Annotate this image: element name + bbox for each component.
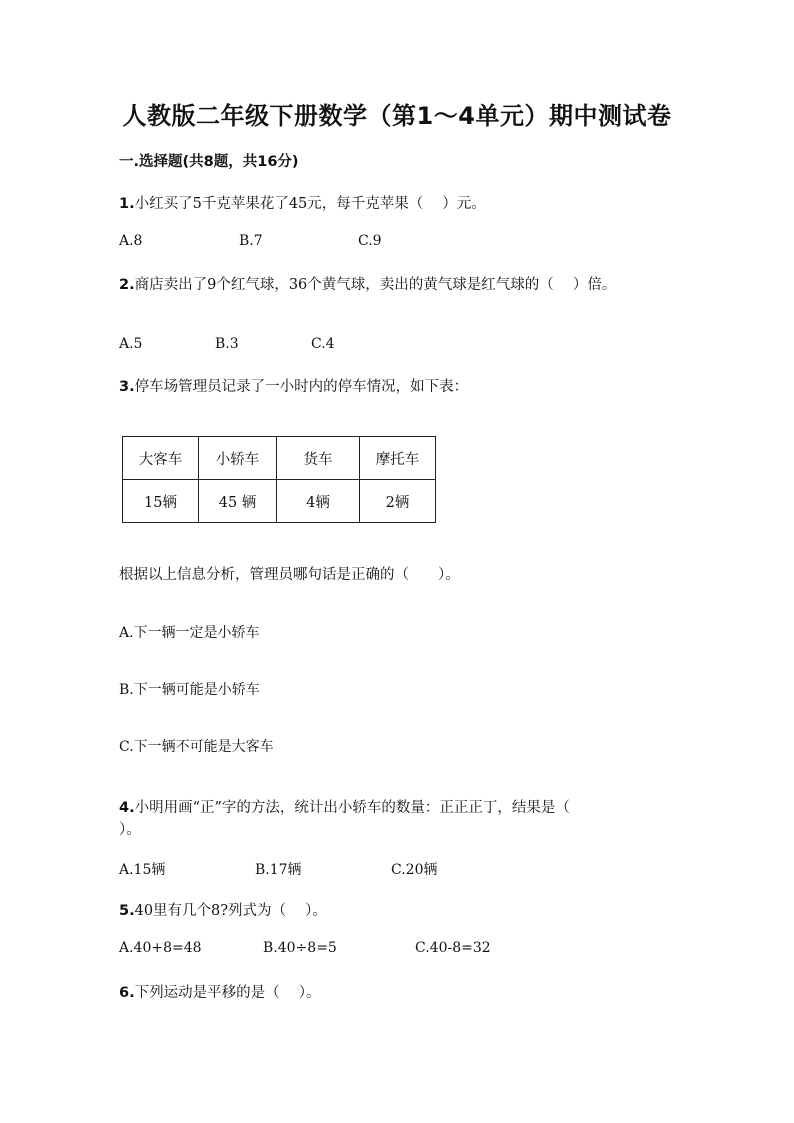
q1-option-a: A.8 (119, 233, 143, 249)
question-3 (119, 375, 468, 396)
question-text: 停车场管理员记录了一小时内的停车情况，如下表： (134, 379, 469, 395)
q3-option-a: A.下一辆一定是小轿车 (119, 625, 260, 641)
q2-option-c: C.4 (311, 336, 335, 352)
question-text: 下列运动是平移的是（ ）。 (134, 985, 321, 1001)
question-text: 小红买了5千克苹果花了45元，每千克苹果（ ）元。 (134, 196, 486, 212)
section-heading: 一.选择题(共8题，共16分) (119, 154, 299, 170)
question-number: 5. (119, 903, 135, 919)
question-text: 商店卖出了9个红气球，36个黄气球，卖出的黄气球是红气球的（ ）倍。 (134, 277, 617, 293)
q4-option-c: C.20辆 (391, 862, 438, 878)
q1-option-c: C.9 (358, 233, 382, 249)
question-text: 小明用画“正”字的方法，统计出小轿车的数量：正正正丁，结果是（ (134, 800, 570, 816)
table-header-cell: 货车 (277, 437, 360, 480)
question-4-continuation: ）。 (119, 822, 141, 838)
q3-question: 根据以上信息分析，管理员哪句话是正确的（ ）。 (119, 567, 460, 583)
table-cell: 4辆 (277, 480, 360, 523)
question-text: 40里有几个8?列式为（ ）。 (134, 903, 327, 919)
q4-option-a: A.15辆 (119, 862, 166, 878)
q1-option-b: B.7 (239, 233, 263, 249)
q3-option-b: B.下一辆可能是小轿车 (119, 682, 260, 698)
q2-option-a: A.5 (119, 336, 143, 352)
table-header-cell: 大客车 (123, 437, 199, 480)
question-number: 4. (119, 800, 135, 816)
q5-option-b: B.40÷8=5 (263, 940, 337, 956)
question-number: 1. (119, 196, 135, 212)
parking-table (122, 436, 436, 523)
q3-option-c: C.下一辆不可能是大客车 (119, 739, 274, 755)
page-title: 人教版二年级下册数学（第1～4单元）期中测试卷 (122, 102, 672, 130)
table-row (123, 480, 436, 523)
question-number: 3. (119, 379, 135, 395)
question-6 (119, 981, 320, 1002)
table-cell: 15辆 (123, 480, 199, 523)
q4-option-b: B.17辆 (255, 862, 302, 878)
table-header-cell: 小轿车 (199, 437, 277, 480)
table-cell: 2辆 (360, 480, 436, 523)
q5-option-c: C.40-8=32 (415, 940, 491, 956)
table-row (123, 437, 436, 480)
question-number: 2. (119, 277, 135, 293)
question-5 (119, 899, 327, 920)
table-cell: 45 辆 (199, 480, 277, 523)
question-4 (119, 796, 570, 817)
question-1 (119, 192, 486, 213)
question-number: 6. (119, 985, 135, 1001)
q5-option-a: A.40+8=48 (119, 940, 202, 956)
q2-option-b: B.3 (215, 336, 239, 352)
table-header-cell: 摩托车 (360, 437, 436, 480)
question-2 (119, 273, 616, 294)
